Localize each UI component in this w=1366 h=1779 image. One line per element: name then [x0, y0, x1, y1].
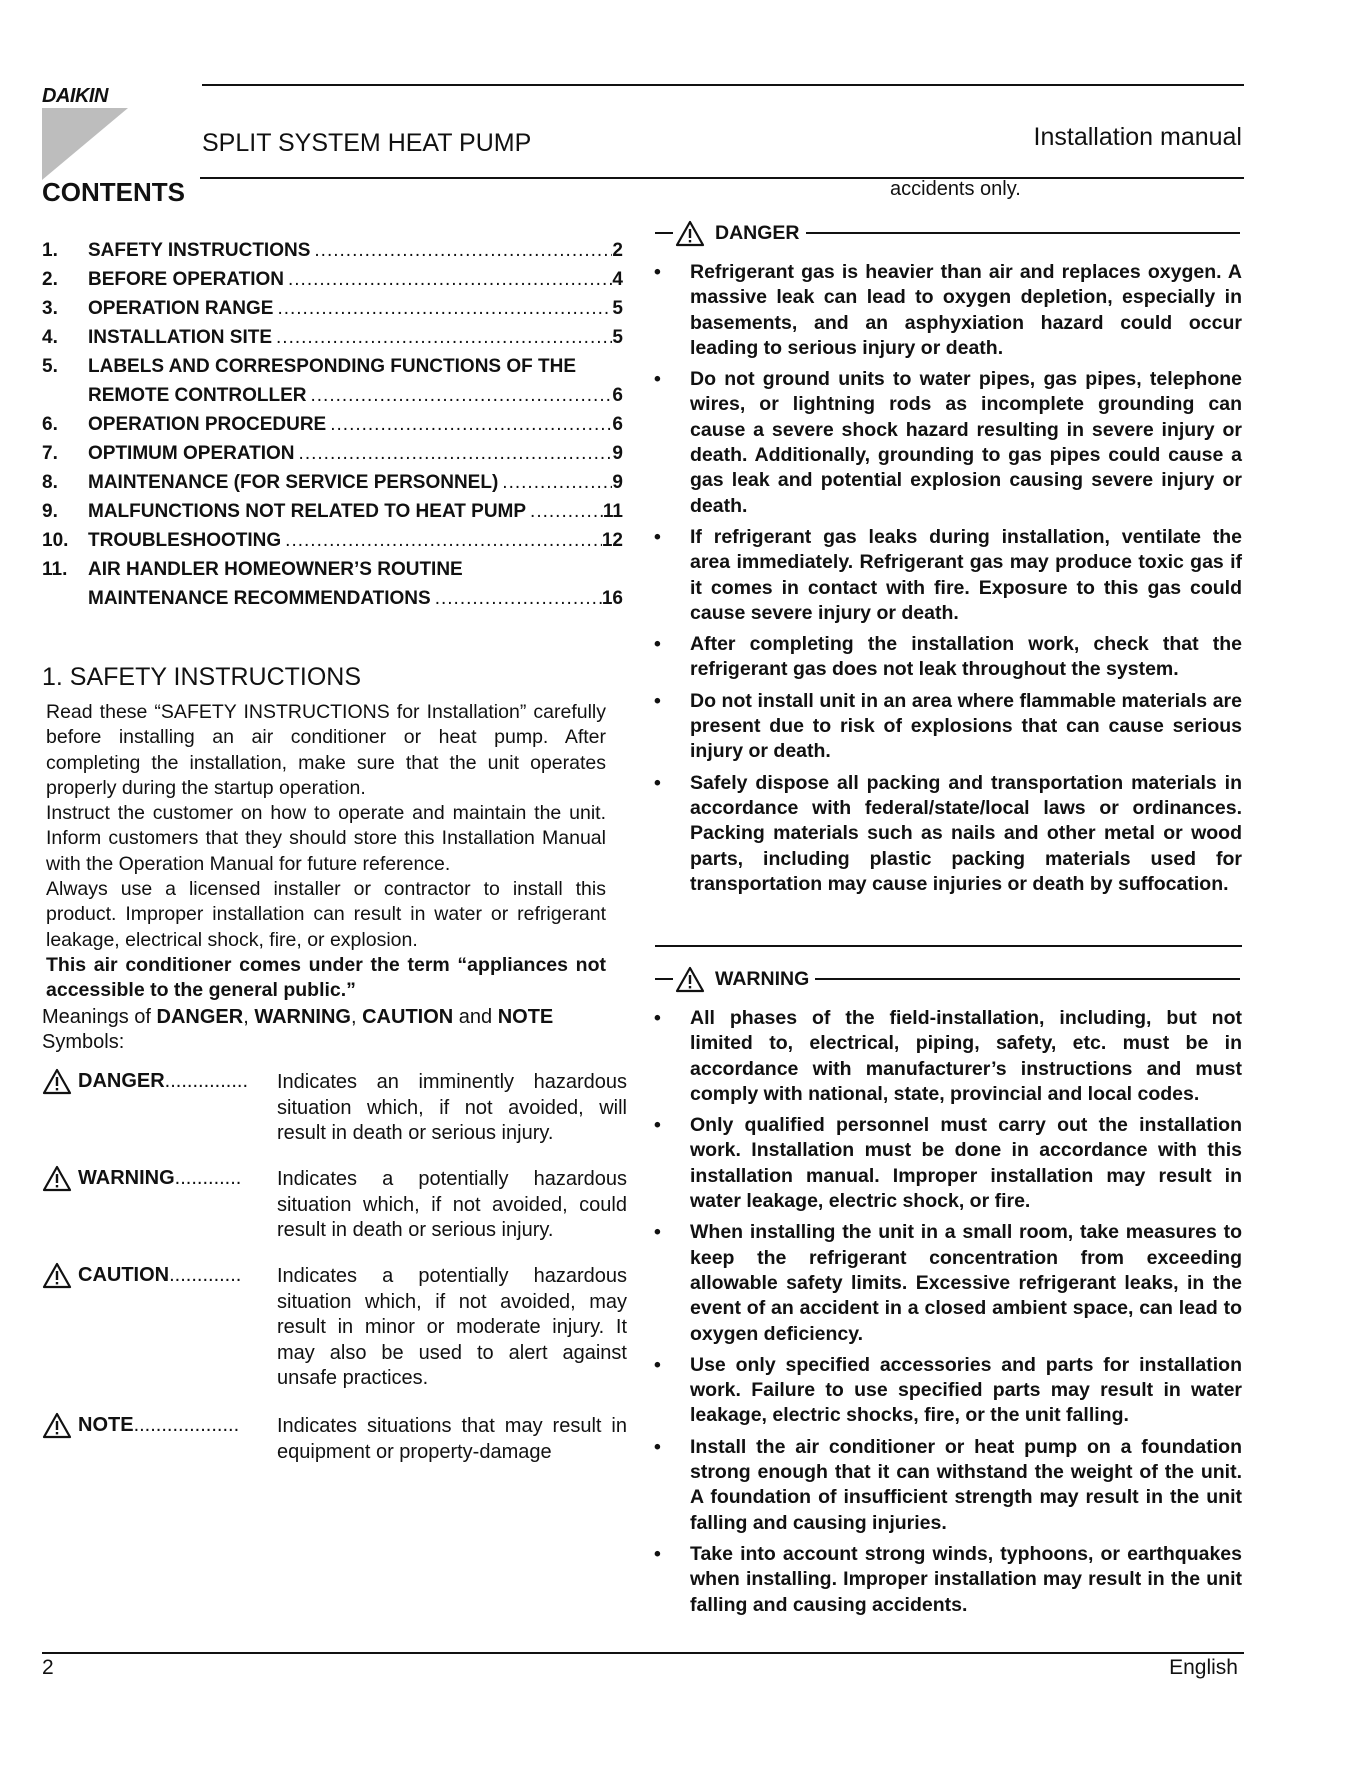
intro-paragraph: Always use a licensed installer or contractor to install this product. Improper installation can result in water or refrigerant leakage, electrical shock, fire, or explosion. — [46, 878, 606, 951]
definition-term: NOTE — [78, 1414, 134, 1436]
toc-title: MAINTENANCE (FOR SERVICE PERSONNEL) — [88, 472, 499, 493]
toc-entry[interactable] — [42, 468, 623, 497]
definition-description: Indicates an imminently hazardous situation which, if not avoided, will result in death or serious injury. — [277, 1071, 627, 1144]
toc-page: 6 — [612, 414, 623, 435]
language-label: English — [1169, 1656, 1238, 1679]
toc-leader — [295, 439, 613, 468]
symbols-intro — [42, 1005, 627, 1055]
daikin-logo: DAIKIN — [42, 85, 108, 107]
danger-list — [652, 260, 1242, 903]
toc-title: OPERATION RANGE — [88, 298, 274, 319]
footer-rule — [42, 1652, 1244, 1654]
list-item: • Refrigerant gas is heavier than air and replaces oxygen. A massive leak can lead to oxygen depletion, especially in basements, and an asphyxiation hazard could occur leading to serious injury or death. — [652, 260, 1242, 361]
toc-leader — [284, 265, 612, 294]
toc-page: 16 — [601, 588, 623, 609]
toc-title: OPTIMUM OPERATION — [88, 443, 295, 464]
toc-page: 4 — [612, 269, 623, 290]
toc-title: INSTALLATION SITE — [88, 327, 273, 348]
toc-title: SAFETY INSTRUCTIONS — [88, 240, 311, 261]
list-item: • Safely dispose all packing and transportation materials in accordance with federal/state/local laws or ordinances. Packing materials such as nails and other metal or wood parts, including plastic packing materials used for transportation may cause injuries or death by suffocation. — [652, 771, 1242, 897]
danger-banner — [655, 218, 1240, 248]
section-divider — [655, 945, 1242, 947]
list-item: • If refrigerant gas leaks during installation, ventilate the area immediately. Refrigerant gas may produce toxic gas if it comes in contact with fire. Exposure to this gas could cause severe injury or death. — [652, 525, 1242, 626]
toc-leader — [273, 294, 612, 323]
symbols-warning: WARNING — [254, 1006, 351, 1028]
symbols-caution: CAUTION — [362, 1006, 454, 1028]
banner-rule — [806, 232, 1240, 234]
toc-page: 5 — [612, 327, 623, 348]
toc-entry-continuation[interactable] — [42, 584, 623, 613]
toc-entry[interactable] — [42, 294, 623, 323]
toc-number: 10. — [42, 530, 69, 551]
definition-leader: ............ — [174, 1167, 242, 1189]
toc-number: 5. — [42, 356, 58, 377]
toc-entry[interactable] — [42, 497, 623, 526]
list-item: • Do not ground units to water pipes, gas pipes, telephone wires, or lightning rods as incomplete grounding can cause a severe shock hazard resulting in severe injury or death. Additionally, grounding to gas pipes could cause a gas leak and potential explosion causing severe injury or death. — [652, 367, 1242, 519]
definition-term: DANGER — [78, 1070, 165, 1092]
list-item: • After completing the installation work, check that the refrigerant gas does not leak throughout the system. — [652, 632, 1242, 683]
contents-heading: CONTENTS — [42, 177, 185, 207]
page-number: 2 — [42, 1656, 54, 1679]
warning-banner — [655, 964, 1240, 994]
toc-title: MAINTENANCE RECOMMENDATIONS — [88, 588, 431, 609]
appliance-notice: This air conditioner comes under the term “appliances not accessible to the general public.” — [46, 953, 606, 1002]
banner-rule — [815, 978, 1240, 980]
product-title: SPLIT SYSTEM HEAT PUMP — [202, 129, 532, 157]
toc-page: 12 — [601, 530, 623, 551]
toc-leader — [498, 468, 612, 497]
toc-title: OPERATION PROCEDURE — [88, 414, 327, 435]
toc-number: 2. — [42, 269, 58, 290]
toc-number: 4. — [42, 327, 58, 348]
warning-label: WARNING — [715, 967, 810, 990]
safety-intro — [46, 700, 606, 1004]
toc-leader — [526, 497, 603, 526]
toc-entry[interactable] — [42, 410, 623, 439]
banner-rule — [655, 232, 673, 234]
definition-leader: ............. — [169, 1264, 242, 1286]
toc-leader — [310, 236, 612, 265]
toc-page: 2 — [612, 240, 623, 261]
list-item: • Take into account strong winds, typhoons, or earthquakes when installing. Improper installation may result in the unit falling and causing accidents. — [652, 1542, 1242, 1618]
toc-title: REMOTE CONTROLLER — [88, 385, 307, 406]
definition-leader: ................... — [133, 1414, 240, 1436]
contents-rule — [200, 177, 1244, 179]
toc-title: MALFUNCTIONS NOT RELATED TO HEAT PUMP — [88, 501, 527, 522]
toc-number: 11. — [42, 559, 68, 580]
list-item: • All phases of the field-installation, including, but not limited to, electrical, piping, safety, etc. must be in accordance with manufacturer’s instructions and must comply with national, state, provincial and local codes. — [652, 1006, 1242, 1107]
table-of-contents — [42, 236, 623, 613]
toc-leader — [431, 584, 602, 613]
toc-entry[interactable] — [42, 555, 623, 584]
warning-triangle-icon — [42, 1068, 72, 1095]
definition-term: CAUTION — [78, 1264, 170, 1286]
toc-entry[interactable] — [42, 526, 623, 555]
toc-entry[interactable] — [42, 352, 623, 381]
toc-entry-continuation[interactable] — [42, 381, 623, 410]
warning-triangle-icon — [675, 966, 705, 993]
list-item: • Only qualified personnel must carry out the installation work. Installation must be done in accordance with this installation manual. Improper installation may result in water leakage, electric shock, or fire. — [652, 1113, 1242, 1214]
warning-triangle-icon — [42, 1165, 72, 1192]
toc-page: 9 — [612, 472, 623, 493]
toc-number: 6. — [42, 414, 58, 435]
symbols-sep: , — [350, 1006, 363, 1028]
toc-title: AIR HANDLER HOMEOWNER’S ROUTINE — [88, 559, 463, 580]
list-item: • Use only specified accessories and parts for installation work. Failure to use specified parts may result in water leakage, electric shocks, fire, or the unit falling. — [652, 1353, 1242, 1429]
toc-title: LABELS AND CORRESPONDING FUNCTIONS OF THE — [88, 356, 577, 377]
toc-page: 6 — [612, 385, 623, 406]
symbols-danger: DANGER — [156, 1006, 244, 1028]
toc-entry[interactable] — [42, 439, 623, 468]
list-item: • Install the air conditioner or heat pump on a foundation strong enough that it can withstand the weight of the unit. A foundation of insufficient strength may result in the unit falling and causing injuries. — [652, 1435, 1242, 1536]
toc-entry[interactable] — [42, 236, 623, 265]
warning-triangle-icon — [42, 1262, 72, 1289]
symbols-note: NOTE — [497, 1006, 554, 1028]
toc-title: TROUBLESHOOTING — [88, 530, 282, 551]
symbols-text: Meanings of — [42, 1006, 157, 1028]
toc-number: 7. — [42, 443, 58, 464]
definition-description: Indicates a potentially hazardous situation which, if not avoided, could result in death or serious injury. — [277, 1168, 627, 1241]
toc-leader — [307, 381, 613, 410]
list-item: • Do not install unit in an area where flammable materials are present due to risk of explosions that can cause serious injury or death. — [652, 689, 1242, 765]
toc-number: 8. — [42, 472, 58, 493]
definition-leader: ............... — [164, 1070, 249, 1092]
document-type: Installation manual — [1033, 123, 1242, 151]
symbols-sep: , — [243, 1006, 255, 1028]
toc-page: 5 — [612, 298, 623, 319]
toc-leader — [272, 323, 612, 352]
section-title: 1. SAFETY INSTRUCTIONS — [42, 663, 362, 691]
toc-leader — [326, 410, 612, 439]
definition-term: WARNING — [78, 1167, 175, 1189]
banner-rule — [655, 978, 673, 980]
definition-description: Indicates a potentially hazardous situation which, if not avoided, may result in minor or moderate injury. It may also be used to alert against unsafe practices. — [277, 1265, 627, 1389]
toc-entry[interactable] — [42, 265, 623, 294]
symbols-and: and — [453, 1006, 498, 1028]
danger-label: DANGER — [715, 221, 800, 244]
toc-page: 9 — [612, 443, 623, 464]
continuation-text: accidents only. — [890, 178, 1021, 200]
toc-number: 9. — [42, 501, 58, 522]
logo-triangle-icon — [42, 108, 128, 180]
toc-number: 1. — [42, 240, 58, 261]
toc-title: BEFORE OPERATION — [88, 269, 284, 290]
definition-description: Indicates situations that may result in equipment or property-damage — [277, 1415, 627, 1463]
symbols-label: Symbols: — [42, 1031, 125, 1053]
toc-number: 3. — [42, 298, 58, 319]
header-rule — [202, 84, 1244, 86]
toc-page: 11 — [602, 501, 623, 522]
toc-leader — [281, 526, 602, 555]
intro-paragraph: Instruct the customer on how to operate and maintain the unit. Inform customers that they should store this Installation Manual with the Operation Manual for future reference. — [46, 802, 606, 875]
warning-list — [652, 1006, 1242, 1624]
toc-entry[interactable] — [42, 323, 623, 352]
intro-paragraph: Read these “SAFETY INSTRUCTIONS for Installation” carefully before installing an air conditioner or heat pump. After completing the installation, make sure that the unit operates properly during the startup operation. — [46, 701, 606, 799]
list-item: • When installing the unit in a small room, take measures to keep the refrigerant concentration from exceeding allowable safety limits. Excessive refrigerant leaks, in the event of an accident in a closed ambient space, can lead to oxygen deficiency. — [652, 1220, 1242, 1346]
warning-triangle-icon — [42, 1412, 72, 1439]
warning-triangle-icon — [675, 220, 705, 247]
